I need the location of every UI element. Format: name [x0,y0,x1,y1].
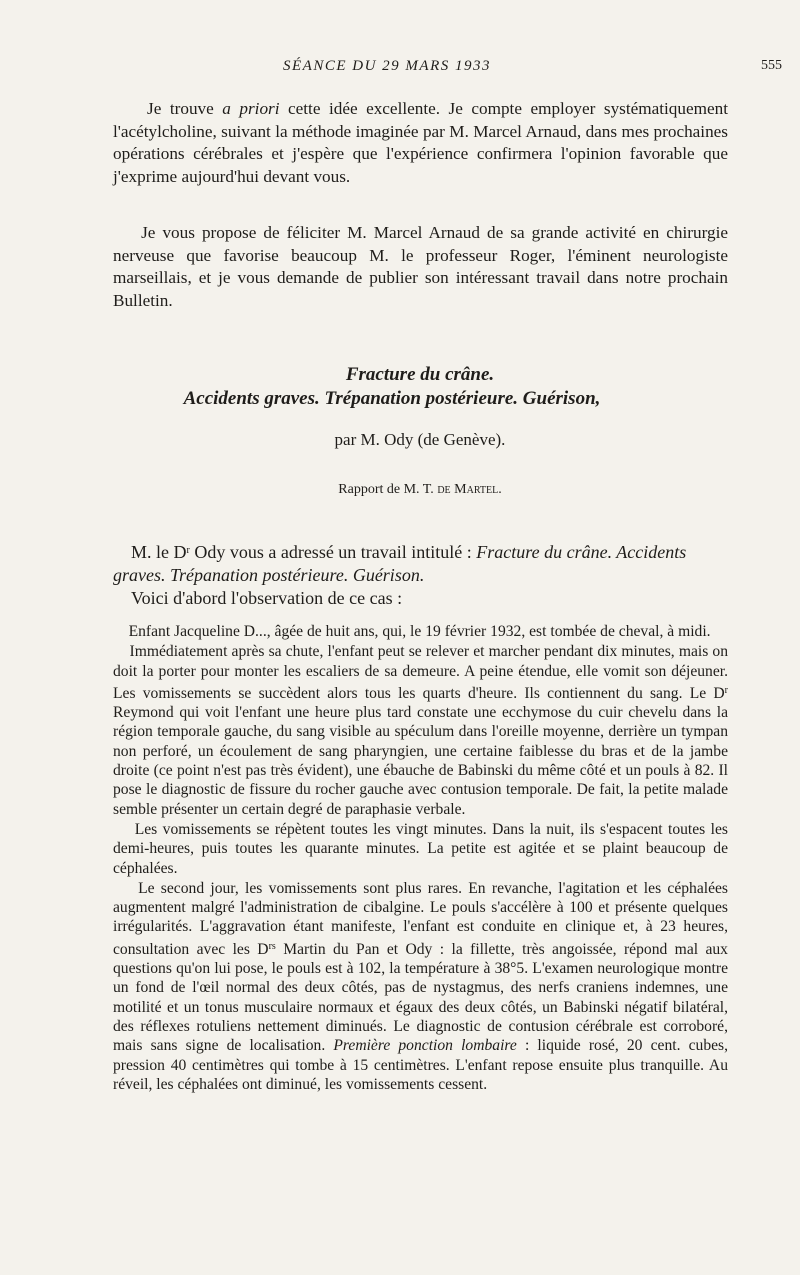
work-title-italic: Fracture du crâne. Accidents graves. Trépanation postérieure. Guérison. [113,542,687,585]
observation-paragraph: Enfant Jacqueline D..., âgée de huit ans, qui, le 19 février 1932, est tombée de cheval, à midi. [128,623,711,640]
paragraph-recommendation [113,222,728,312]
running-header [0,58,800,82]
observation-paragraph: Les vomissements se répètent toutes les vingt minutes. Dans la nuit, ils s'espacent toutes les demi-heures, puis toutes les quarante minutes. La petite est agitée et se plaint beaucoup de céphalées. [113,820,729,877]
intro-line-2: Voici d'abord l'observation de ce cas : [131,588,403,608]
running-title: SÉANCE DU 29 MARS 1933 [283,58,491,74]
paragraph-opinion [113,98,728,188]
report-intro [113,539,733,610]
observation-paragraph: Le second jour, les vomissements sont plus rares. En revanche, l'agitation et les céphalées augmentent malgré l'administration de cibalgine. Le pouls s'accélère à 100 et présente quelques irrégularités. L'aggravation étant manifeste, l'enfant est conduite en clinique et, à 23 heures, consultation avec les $D^{rs}$ Martin du Pan et Ody : la fillette, très angoissée, répond mal aux questions qu'on lui pose, le pouls est à 102, la température à 38°5. L'examen neurologique montre un fond de l'œil normal des deux côtés, pas de nystagmus, des nerfs craniens indemnes, une motilité et un tonus musculaire normaux et égaux des deux côtés, un Babinski négatif bilatéral, des réflexes rotuliens nettement diminués. Le diagnostic de contusion cérébrale est corroboré, mais sans signe de localisation. Première ponction lombaire : liquide rosé, 20 cent. cubes, pression 40 centimètres qui tombe à 15 centimètres. L'enfant repose ensuite plus tranquille. Au réveil, les céphalées ont diminué, les vomissements cessent. [113,879,729,1093]
page-number: 555 [761,58,782,73]
observation-paragraph: Immédiatement après sa chute, l'enfant peut se relever et marcher pendant dix minutes, mais on doit la porter pour monter les escaliers de sa demeure. A peine étendue, elle vomit son déjeuner. Les vomissements se succèdent alors tous les quarts d'heure. Ils contiennent du sang. Le $D^r$ Reymond qui voit l'enfant une heure plus tard constate une ecchymose du cuir chevelu dans la région temporale gauche, du sang visible au spéculum dans l'oreille moyenne, derrière un tympan non perforé, un écoulement de sang pharyngien, une certaine faiblesse du bras et de la jambe droite (ce point n'est pas très évident), une ébauche de Babinski du même côté et un pouls à 82. Il pose le diagnostic de fissure du rocher gauche avec contusion temporale. De fait, la petite malade semble présenter un certain degré de paraphasie verbale. [113,643,729,818]
italic-a-priori: a priori [222,99,280,118]
paragraph-text: Je vous propose de féliciter M. Marcel Arnaud de sa grande activité en chirurgie nerveuse que favorise beaucoup M. le professeur Roger, l'éminent neurologiste marseillais, et je vous demande de publier son intéressant travail dans notre prochain Bulletin. [113,223,728,310]
paragraph-text: Je trouve a priori cette idée excellente. Je compte employer systématiquement l'acétylcholine, suivant la méthode imaginée par M. Marcel Arnaud, dans mes prochaines opérations cérébrales et j'espère que l'expérience confirmera l'opinion favorable que j'exprime aujourd'hui devant vous. [113,99,728,186]
report-attribution: Rapport de M. T. de Martel. [338,482,502,497]
case-observation [113,622,728,1094]
article-title-line-2: Accidents graves. Trépanation postérieure. Guérison, [183,388,601,409]
article-title-line-1: Fracture du crâne. [345,364,495,385]
article-byline: par M. Ody (de Genève). [334,430,506,449]
italic-lumbar-puncture: Première ponction lombaire [333,1037,517,1055]
intro-line-1: M. le $D^r$ Ody vous a adressé un travail intitulé : Fracture du crâne. Accidents graves. Trépanation postérieure. Guérison. [113,542,687,585]
reporter-name: de Martel. [437,482,502,497]
